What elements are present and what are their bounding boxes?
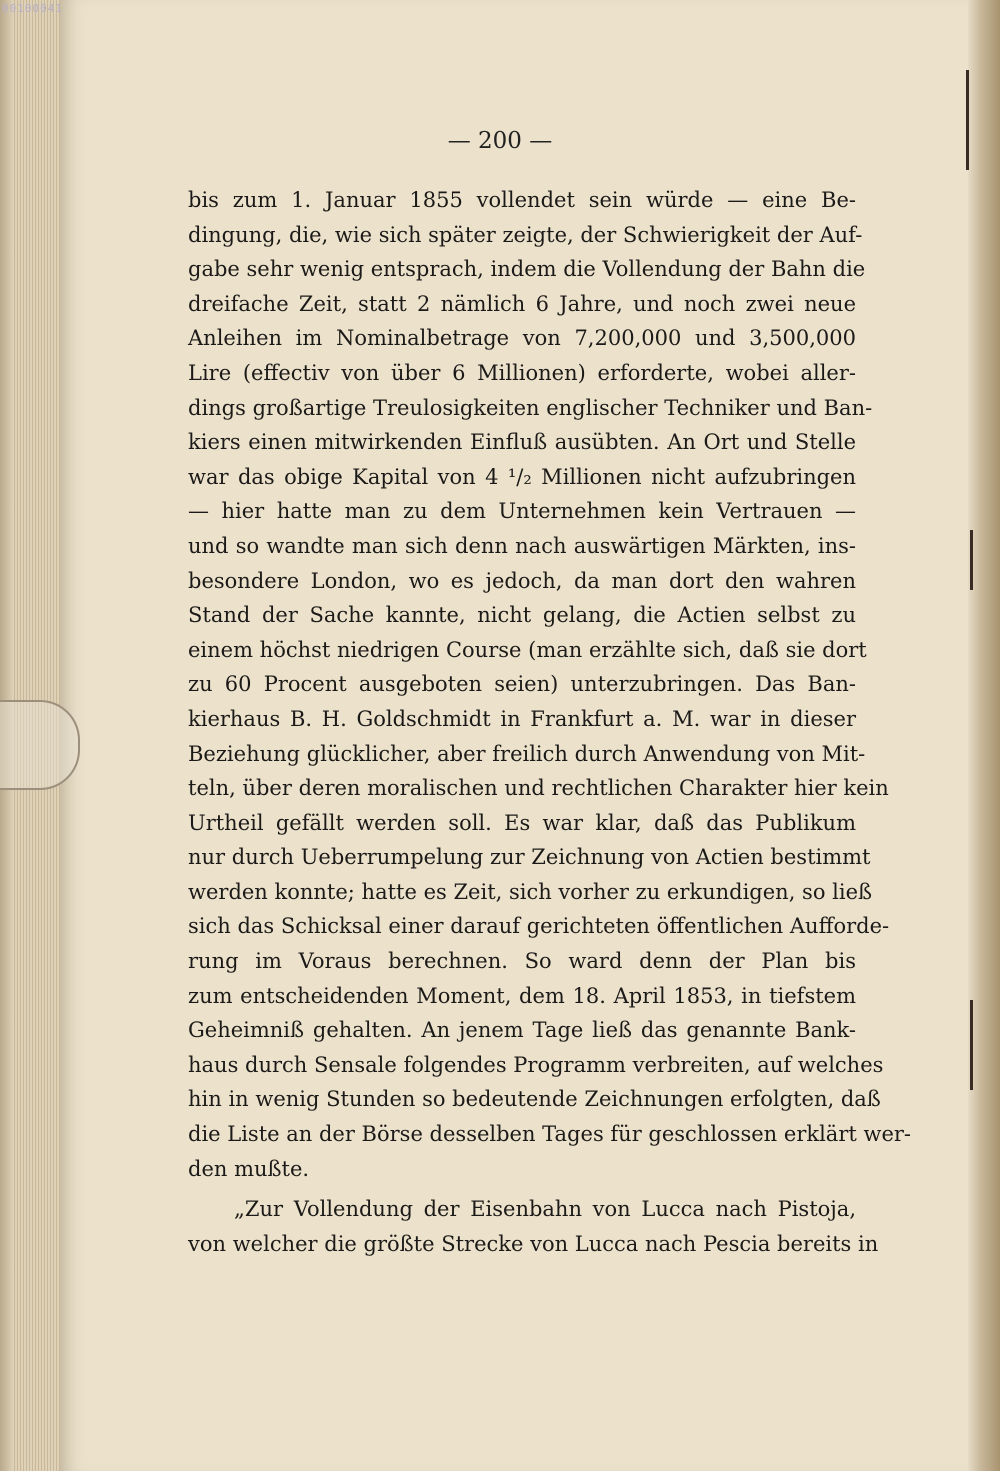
- text-line: werden konnte; hatte es Zeit, sich vorher zu erkundigen, so ließ: [188, 879, 873, 904]
- text-line: hin in wenig Stunden so bedeutende Zeichnungen erfolgten, daß: [188, 1087, 881, 1112]
- text-line: „Zur Vollendung der Eisenbahn von Lucca nach Pistoja,: [234, 1197, 856, 1222]
- text-line: Beziehung glücklicher, aber freilich durch Anwendung von Mit-: [188, 741, 866, 766]
- text-line: bis zum 1. Januar 1855 vollendet sein würde — eine Be-: [188, 188, 856, 212]
- text-line: — hier hatte man zu dem Unternehmen kein Vertrauen —: [188, 499, 856, 524]
- body-text: [188, 183, 912, 1261]
- text-line: die Liste an der Börse desselben Tages für geschlossen erklärt wer-: [188, 1122, 912, 1147]
- text-line: von welcher die größte Strecke von Lucca nach Pescia bereits in: [188, 1231, 879, 1256]
- text-line: besondere London, wo es jedoch, da man dort den wahren: [188, 568, 856, 593]
- page-clip: [0, 700, 80, 790]
- text-line: haus durch Sensale folgendes Programm verbreiten, auf welches: [188, 1052, 884, 1077]
- text-line: Geheimniß gehalten. An jenem Tage ließ das genannte Bank-: [188, 1018, 856, 1043]
- margin-mark: [970, 1000, 973, 1090]
- text-line: dingung, die, wie sich später zeigte, der Schwierigkeit der Auf-: [188, 222, 863, 247]
- text-line: zum entscheidenden Moment, dem 18. April 1853, in tiefstem: [188, 983, 856, 1008]
- paragraph-2: [188, 1192, 879, 1261]
- scan-right-border: [968, 0, 1000, 1471]
- margin-mark: [966, 70, 969, 170]
- text-line: war das obige Kapital von 4 ¹/₂ Millionen nicht aufzubringen: [188, 464, 856, 489]
- paragraph-1: [188, 183, 912, 1186]
- page-number: — 200 —: [447, 128, 553, 154]
- text-line: Urtheil gefällt werden soll. Es war klar, daß das Publikum: [188, 810, 856, 835]
- text-line: einem höchst niedrigen Course (man erzählte sich, daß sie dort: [188, 637, 867, 662]
- text-line: den mußte.: [188, 1156, 310, 1181]
- text-line: Lire (effectiv von über 6 Millionen) erforderte, wobei aller-: [188, 360, 856, 385]
- text-line: dreifache Zeit, statt 2 nämlich 6 Jahre, und noch zwei neue: [188, 291, 856, 316]
- text-line: kiers einen mitwirkenden Einfluß ausübten. An Ort und Stelle: [188, 430, 856, 455]
- margin-mark: [970, 530, 973, 590]
- text-line: Anleihen im Nominalbetrage von 7,200,000 und 3,500,000: [188, 326, 856, 351]
- text-line: nur durch Ueberrumpelung zur Zeichnung von Actien bestimmt: [188, 845, 871, 870]
- text-line: gabe sehr wenig entsprach, indem die Vollendung der Bahn die: [188, 257, 866, 282]
- text-line: teln, über deren moralischen und rechtlichen Charakter hier kein: [188, 776, 889, 801]
- text-line: Stand der Sache kannte, nicht gelang, die Actien selbst zu: [188, 603, 856, 628]
- text-line: rung im Voraus berechnen. So ward denn der Plan bis: [188, 949, 856, 974]
- text-line: und so wandte man sich denn nach auswärtigen Märkten, ins-: [188, 533, 856, 558]
- scan-identifier: 00100041: [2, 2, 63, 15]
- text-line: zu 60 Procent ausgeboten seien) unterzubringen. Das Ban-: [188, 672, 856, 697]
- text-line: kierhaus B. H. Goldschmidt in Frankfurt a. M. war in dieser: [188, 706, 856, 731]
- text-line: dings großartige Treulosigkeiten englischer Techniker und Ban-: [188, 395, 873, 420]
- text-line: sich das Schicksal einer darauf gerichteten öffentlichen Aufforde-: [188, 914, 890, 939]
